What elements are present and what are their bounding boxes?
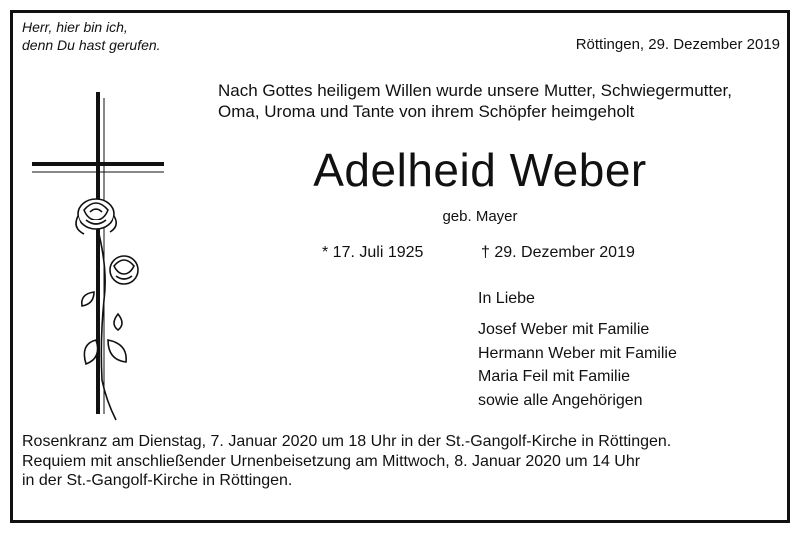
mourner-item: sowie alle Angehörigen xyxy=(478,391,643,409)
motto-line-2: denn Du hast gerufen. xyxy=(22,37,161,53)
intro-line-1: Nach Gottes heiligem Willen wurde unsere Mutter, Schwiegermutter, xyxy=(218,81,733,100)
motto-line-1: Herr, hier bin ich, xyxy=(22,19,128,35)
service-line: in der St.-Gangolf-Kirche in Röttingen. xyxy=(22,472,293,489)
deceased-name: Adelheid Weber xyxy=(313,144,647,196)
service-line: Rosenkranz am Dienstag, 7. Januar 2020 um 18 Uhr in der St.-Gangolf-Kirche in Röttingen. xyxy=(22,433,672,450)
intro-line-2: Oma, Uroma und Tante von ihrem Schöpfer heimgeholt xyxy=(218,102,635,121)
intro-text xyxy=(218,80,778,122)
place-date: Röttingen, 29. Dezember 2019 xyxy=(575,36,780,53)
service-line: Requiem mit anschließender Urnenbeisetzung am Mittwoch, 8. Januar 2020 um 14 Uhr xyxy=(22,452,641,470)
cross-with-roses-icon xyxy=(28,92,178,427)
service-info xyxy=(22,432,782,491)
in-love-label: In Liebe xyxy=(478,290,535,307)
mourner-item: Hermann Weber mit Familie xyxy=(478,344,677,362)
maiden-name: geb. Mayer xyxy=(442,208,518,225)
mourner-item: Maria Feil mit Familie xyxy=(478,368,631,385)
mourner-item: Josef Weber mit Familie xyxy=(478,321,650,338)
death-date: † 29. Dezember 2019 xyxy=(481,244,635,261)
mourners-list xyxy=(478,318,677,412)
motto xyxy=(22,18,161,54)
birth-date: * 17. Juli 1925 xyxy=(322,244,424,261)
